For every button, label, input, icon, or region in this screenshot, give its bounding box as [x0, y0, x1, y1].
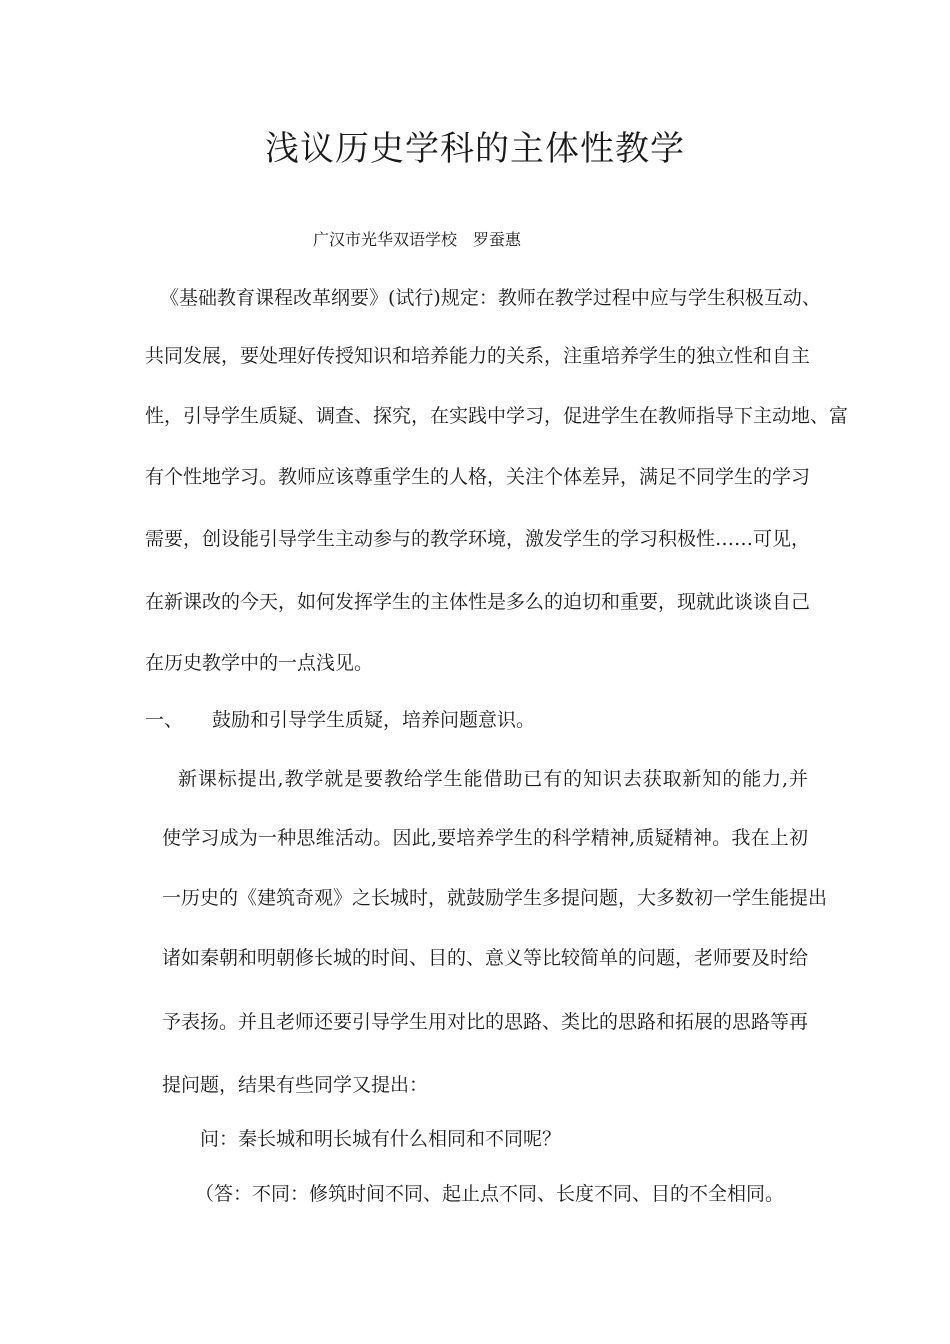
author-line: 广汉市光华双语学校 罗蚕惠 [313, 230, 522, 249]
intro-line-3: 性，引导学生质疑、调查、探究，在实践中学习，促进学生在教师指导下主动地、富 [145, 405, 849, 427]
intro-line-2: 共同发展，要处理好传授知识和培养能力的关系，注重培养学生的独立性和自主 [145, 345, 811, 367]
intro-line-7: 在历史教学中的一点浅见。 [145, 652, 374, 674]
question-line: 问：秦长城和明长城有什么相同和不同呢？ [200, 1128, 562, 1150]
section-number: 一、 [145, 709, 184, 731]
section-line-1: 新课标提出,教学就是要教给学生能借助已有的知识去获取新知的能力,并 [178, 768, 808, 790]
section-line-3: 一历史的《建筑奇观》之长城时，就鼓励学生多提问题，大多数初一学生能提出 [162, 887, 828, 909]
intro-line-1: 《基础教育课程改革纲要》(试行)规定：教师在教学过程中应与学生积极互动、 [160, 287, 821, 309]
section-line-2: 使学习成为一种思维活动。因此,要培养学生的科学精神,质疑精神。我在上初 [162, 827, 808, 849]
intro-line-6: 在新课改的今天，如何发挥学生的主体性是多么的迫切和重要，现就此谈谈自己 [145, 591, 811, 613]
answer-line: （答：不同：修筑时间不同、起止点不同、长度不同、目的不全相同。 [195, 1183, 785, 1205]
intro-line-4: 有个性地学习。教师应该尊重学生的人格，关注个体差异，满足不同学生的学习 [145, 466, 811, 488]
document-title: 浅议历史学科的主体性教学 [265, 129, 685, 169]
section-line-6: 提问题，结果有些同学又提出： [162, 1074, 429, 1096]
section-heading: 鼓励和引导学生质疑，培养问题意识。 [212, 709, 536, 731]
section-line-5: 予表扬。并且老师还要引导学生用对比的思路、类比的思路和拓展的思路等再 [162, 1011, 809, 1033]
intro-line-5: 需要，创设能引导学生主动参与的教学环境，激发学生的学习积极性……可见， [145, 528, 811, 550]
section-line-4: 诸如秦朝和明朝修长城的时间、目的、意义等比较简单的问题，老师要及时给 [162, 947, 809, 969]
